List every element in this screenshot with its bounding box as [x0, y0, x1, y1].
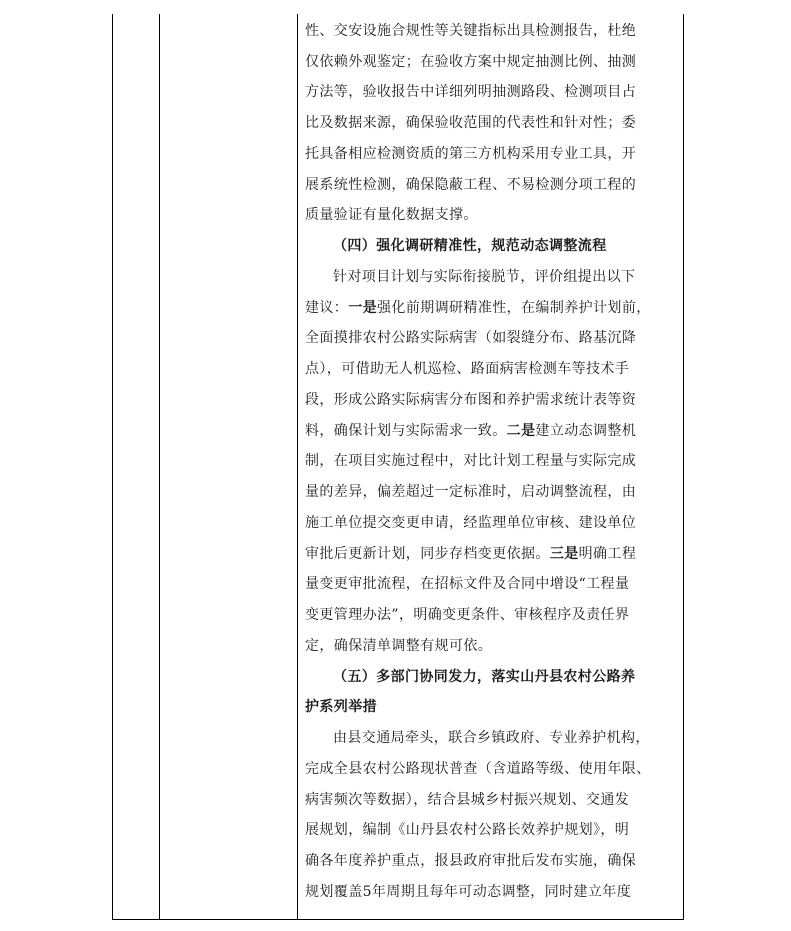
text-line	[305, 200, 671, 231]
text-run: 展规划，编制《山丹县农村公路长效养护规划》，明	[305, 822, 630, 838]
text-line	[333, 262, 671, 293]
text-line	[305, 108, 671, 139]
text-line	[305, 785, 671, 816]
text-run: 病害频次等数据），结合县城乡村振兴规划、交通发	[305, 792, 630, 808]
text-line	[305, 477, 671, 508]
text-run: 点），可借助无人机巡检、路面病害检测车等技术手	[305, 361, 630, 377]
section-heading-continued	[305, 692, 671, 723]
text-run: 建立动态调整机	[535, 423, 637, 439]
heading-text: （四）强化调研精准性，规范动态调整流程	[333, 238, 607, 254]
text-run: 针对项目计划与实际衔接脱节，评价组提出以下	[333, 269, 636, 285]
emphasis: 三是	[549, 546, 579, 562]
text-run: 仅依赖外观鉴定；在验收方案中规定抽测比例、抽测	[305, 54, 637, 70]
text-line	[305, 293, 671, 324]
text-line	[305, 539, 671, 570]
text-run: 明确工程	[578, 546, 637, 562]
text-line	[305, 846, 671, 877]
text-run: 建议：	[305, 300, 349, 316]
emphasis: 二是	[506, 423, 536, 439]
text-line	[305, 385, 671, 416]
text-run: 完成全县农村公路现状普查（含道路等级、使用年限、	[305, 761, 651, 777]
text-line	[305, 323, 671, 354]
text-line	[305, 508, 671, 539]
text-run: 强化前期调研精准性，在编制养护计划前，	[377, 300, 651, 316]
text-line	[305, 569, 671, 600]
text-run: 制，在项目实施过程中，对比计划工程量与实际完成	[305, 453, 637, 469]
text-line	[305, 416, 671, 447]
text-run: 比及数据来源，确保验收范围的代表性和针对性；委	[305, 115, 637, 131]
text-line	[305, 139, 671, 170]
text-run: 确各年度养护重点，报县政府审批后发布实施，确保	[305, 853, 637, 869]
document-table	[112, 14, 684, 920]
section-heading	[333, 662, 671, 693]
text-line	[305, 354, 671, 385]
text-run: 定，确保清单调整有规可依。	[305, 638, 493, 654]
text-line	[305, 815, 671, 846]
text-run: 由县交通局牵头，联合乡镇政府、专业养护机构，	[333, 730, 650, 746]
text-line	[305, 631, 671, 662]
text-run: 规划覆盖5年周期且每年可动态调整，同时建立年度	[305, 884, 632, 900]
text-line	[305, 754, 671, 785]
text-run: 变更管理办法”，明确变更条件、审核程序及责任界	[305, 607, 630, 623]
text-run: 展系统性检测，确保隐蔽工程、不易检测分项工程的	[305, 177, 637, 193]
text-line	[305, 446, 671, 477]
text-line	[305, 47, 671, 78]
emphasis: 一是	[348, 300, 378, 316]
heading-text: （五）多部门协同发力，落实山丹县农村公路养	[333, 669, 636, 685]
section-heading	[333, 231, 671, 262]
text-line	[305, 77, 671, 108]
text-run: 性、交安设施合规性等关键指标出具检测报告，杜绝	[305, 23, 637, 39]
text-run: 质量验证有量化数据支撑。	[305, 207, 478, 223]
text-line	[305, 877, 671, 908]
text-run: 审批后更新计划，同步存档变更依据。	[305, 546, 550, 562]
text-run: 施工单位提交变更申请，经监理单位审核、建设单位	[305, 515, 637, 531]
text-run: 量变更审批流程，在招标文件及合同中增设“工程量	[305, 576, 630, 592]
text-run: 段，形成公路实际病害分布图和养护需求统计表等资	[305, 392, 637, 408]
text-run: 全面摸排农村公路实际病害（如裂缝分布、路基沉降	[305, 330, 637, 346]
text-run: 方法等，验收报告中详细列明抽测路段、检测项目占	[305, 84, 637, 100]
text-line	[305, 600, 671, 631]
text-run: 量的差异，偏差超过一定标准时，启动调整流程，由	[305, 484, 637, 500]
column-divider-2	[297, 14, 298, 919]
text-run: 料，确保计划与实际需求一致。	[305, 423, 507, 439]
text-run: 托具备相应检测资质的第三方机构采用专业工具，开	[305, 146, 637, 162]
text-line	[333, 723, 671, 754]
heading-text: 护系列举措	[305, 699, 377, 715]
column-divider-1	[159, 14, 160, 919]
text-line	[305, 170, 671, 201]
text-line	[305, 16, 671, 47]
